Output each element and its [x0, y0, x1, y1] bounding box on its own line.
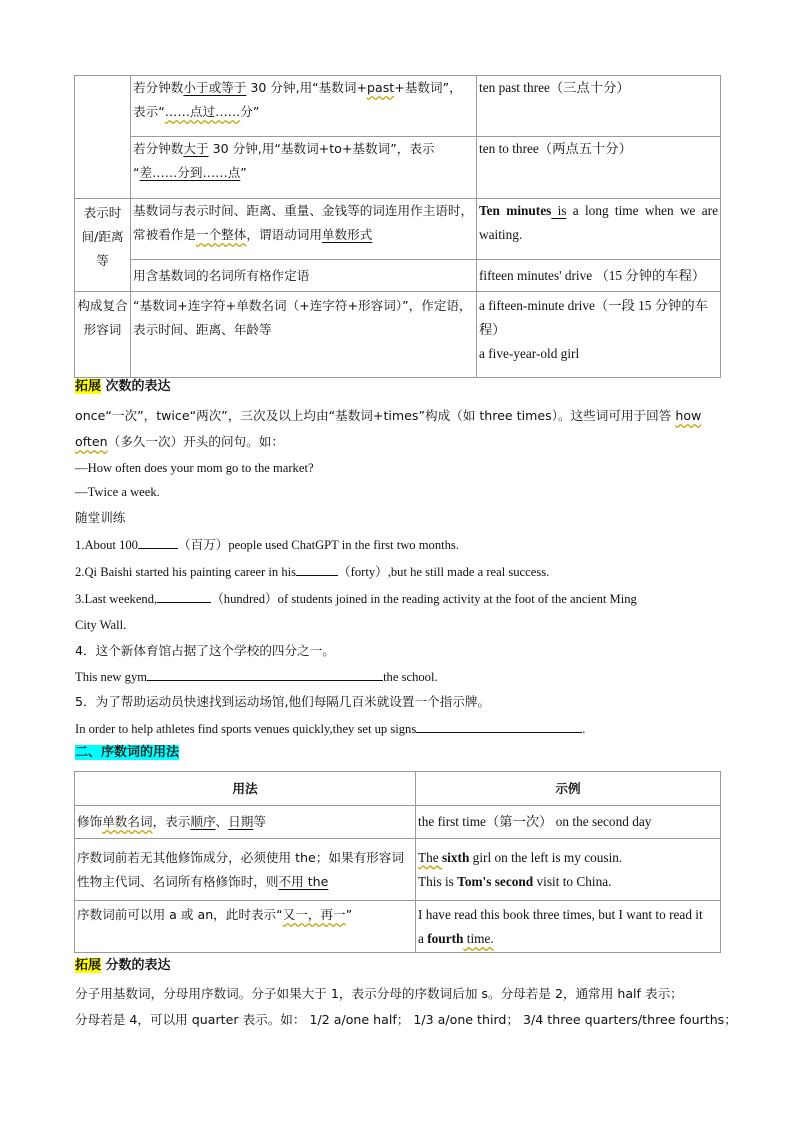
extension-tag: 拓展 [75, 958, 102, 973]
paragraph-line: 分子用基数词，分母用序数词。分子如果大于 1，表示分母的序数词后加 s。分母若是 2，通常用 half 表示； [75, 986, 683, 1001]
section-heading-ordinals: 二、序数词的用法 [75, 745, 180, 760]
usage-cell: 修饰单数名词，表示顺序、日期等 [75, 806, 416, 839]
practice-question-2: 2.Qi Baishi started his painting career in his （forty）,but he still made a real success. [75, 562, 549, 582]
paragraph-line: often（多久一次）开头的问句。如： [75, 434, 284, 449]
column-header-usage: 用法 [75, 772, 416, 806]
table-row [75, 292, 721, 378]
practice-title: 随堂训练 [75, 510, 126, 525]
answer-blank[interactable] [416, 719, 582, 733]
usage-cell: 用含基数词的名词所有格作定语 [131, 260, 477, 292]
usage-cell: “基数词+连字符+单数名词（+连字符+形容词）”，作定语，表示时间、距离、年龄等 [131, 292, 477, 378]
extension-heading-fractions: 拓展 分数的表达 [75, 958, 171, 973]
example-cell: ten past three（三点十分） [477, 76, 721, 137]
cardinal-usage-table [74, 75, 721, 378]
answer-blank[interactable] [296, 562, 338, 576]
practice-question-1: 1.About 100 （百万）people used ChatGPT in the first two months. [75, 535, 459, 555]
table-row [75, 901, 721, 953]
extension-tag: 拓展 [75, 379, 102, 394]
paragraph-line: once“一次”，twice“两次”，三次及以上均由“基数词+times”构成（如 three times）。这些词可用于回答 how [75, 408, 702, 423]
example-question: —How often does your mom go to the market? [75, 461, 314, 475]
column-header-example: 示例 [416, 772, 721, 806]
category-cell: 构成复合形容词 [75, 292, 131, 378]
table-row [75, 260, 721, 292]
answer-blank[interactable] [138, 535, 178, 549]
example-cell: ten to three（两点五十分） [477, 137, 721, 199]
answer-blank[interactable] [157, 589, 211, 603]
practice-question-3: 3.Last weekend, （hundred）of students joined in the reading activity at the foot of the ancient Ming [75, 589, 637, 609]
example-cell: Ten minutes is a long time when we are waiting. [477, 199, 721, 260]
practice-question-5: 5．为了帮助运动员快速找到运动场馆,他们每隔几百米就设置一个指示牌。 [75, 694, 491, 709]
table-row [75, 839, 721, 901]
example-cell: fifteen minutes' drive （15 分钟的车程） [477, 260, 721, 292]
usage-cell: 若分钟数大于 30 分钟,用“基数词+to+基数词”，表示 “差……分到……点” [131, 137, 477, 199]
example-cell: I have read this book three times, but I want to read it a fourth time. [416, 901, 721, 953]
answer-blank[interactable] [147, 667, 383, 681]
usage-cell: 若分钟数小于或等于 30 分钟,用“基数词+past+基数词”， 表示“……点过……分” [131, 76, 477, 137]
category-cell-empty [75, 76, 131, 199]
table-row [75, 806, 721, 839]
usage-cell: 基数词与表示时间、距离、重量、金钱等的词连用作主语时，常被看作是一个整体，谓语动词用单数形式 [131, 199, 477, 260]
example-answer: —Twice a week. [75, 485, 160, 499]
category-cell: 表示时间/距离等 [75, 199, 131, 292]
table-row [75, 76, 721, 137]
table-row [75, 199, 721, 260]
practice-question-5-answer: In order to help athletes find sports venues quickly,they set up signs . [75, 719, 585, 739]
ordinal-usage-table [74, 771, 721, 953]
usage-cell: 序数词前可以用 a 或 an，此时表示“又一，再一” [75, 901, 416, 953]
practice-question-4-answer: This new gym the school. [75, 667, 438, 687]
example-cell: The sixth girl on the left is my cousin. This is Tom's second visit to China. [416, 839, 721, 901]
extension-heading-frequency: 拓展 次数的表达 [75, 379, 171, 394]
practice-question-4: 4．这个新体育馆占据了这个学校的四分之一。 [75, 643, 335, 658]
practice-question-3-cont: City Wall. [75, 618, 127, 632]
example-cell: the first time（第一次） on the second day [416, 806, 721, 839]
example-cell: a fifteen-minute drive（一段 15 分钟的车程） a five-year-old girl [477, 292, 721, 378]
usage-cell: 序数词前若无其他修饰成分，必须使用 the；如果有形容词性物主代词、名词所有格修饰时，则不用 the [75, 839, 416, 901]
paragraph-line: 分母若是 4，可以用 quarter 表示。如： 1/2 a/one half； 1/3 a/one third； 3/4 three quarters/three fourths； [75, 1012, 737, 1027]
table-header-row [75, 772, 721, 806]
table-row [75, 137, 721, 199]
